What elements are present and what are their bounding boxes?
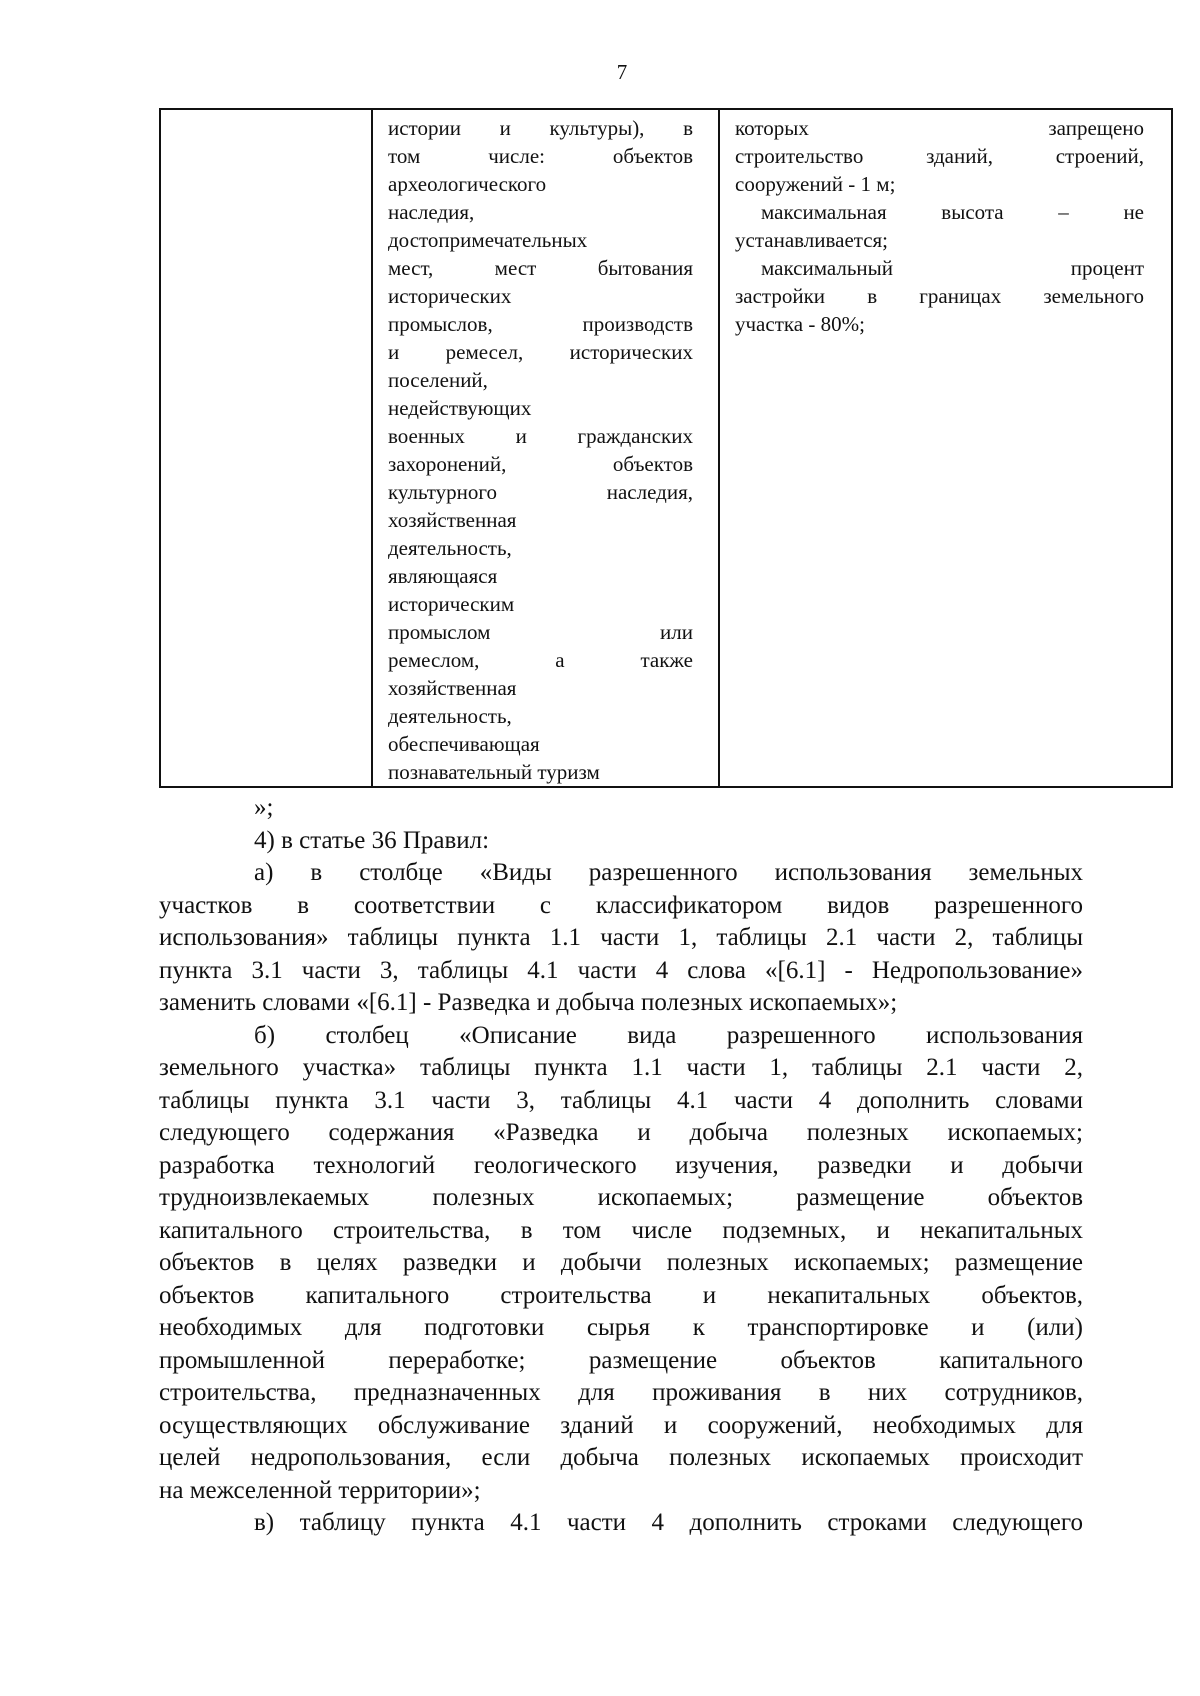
cell-line: обеспечивающая [388, 732, 540, 756]
table-cell-empty [160, 109, 372, 787]
paragraph-line: заменить словами «[6.1] - Разведка и добыча полезных ископаемых»; [159, 989, 898, 1016]
paragraph-v [159, 1507, 1083, 1540]
paragraph-line: участков в соответствии с классификатором видов разрешенного [159, 891, 1083, 919]
land-use-table [159, 108, 1173, 788]
cell-line: достопримечательных [388, 228, 588, 252]
table-cell-parameters [719, 109, 1172, 787]
cell-line: исторических [388, 284, 512, 308]
cell-line: недействующих [388, 396, 532, 420]
cell-line: промыслов, производств [388, 312, 693, 336]
cell-line: поселений, [388, 368, 488, 392]
paragraph-a [159, 857, 1083, 1020]
cell-line: которых запрещено [735, 116, 1144, 140]
paragraph-line: таблицы пункта 3.1 части 3, таблицы 4.1 части 4 дополнить словами [159, 1086, 1083, 1114]
cell-line: наследия, [388, 200, 475, 224]
table-row [160, 109, 1172, 787]
paragraph-line: объектов капитального строительства и некапитальных объектов, [159, 1281, 1083, 1309]
cell-line: и ремесел, исторических [388, 340, 693, 364]
cell-line: захоронений, объектов [388, 452, 693, 476]
cell-line: максимальная высота – не [761, 200, 1144, 224]
paragraph-line: следующего содержания «Разведка и добыча полезных ископаемых; [159, 1119, 1083, 1146]
paragraph-line: земельного участка» таблицы пункта 1.1 части 1, таблицы 2.1 части 2, [159, 1054, 1083, 1081]
paragraph-b [159, 1020, 1083, 1508]
cell-line: промыслом или [388, 620, 693, 644]
paragraph-line: промышленной переработке; размещение объектов капитального [159, 1346, 1083, 1374]
cell-line: максимальный процент [761, 256, 1144, 280]
document-body [159, 792, 1083, 1540]
paragraph-line: на межселенной территории»; [159, 1476, 481, 1504]
paragraph-line: в) таблицу пункта 4.1 части 4 дополнить строками следующего [254, 1509, 1083, 1536]
paragraph-line: целей недропользования, если добыча полезных ископаемых происходит [159, 1444, 1083, 1471]
cell-line: истории и культуры), в [388, 116, 693, 140]
paragraph-line: разработка технологий геологического изучения, разведки и добычи [159, 1151, 1083, 1179]
cell-line: сооружений - 1 м; [735, 172, 896, 196]
cell-line: познавательный туризм [388, 760, 600, 784]
paragraph-line: трудноизвлекаемых полезных ископаемых; размещение объектов [159, 1184, 1083, 1211]
cell-line: деятельность, [388, 536, 512, 560]
cell-line: военных и гражданских [388, 424, 693, 448]
cell-line: участка - 80%; [735, 312, 865, 336]
table-cell-description [372, 109, 719, 787]
closing-quote: »; [254, 794, 274, 821]
cell-line: устанавливается; [735, 228, 889, 252]
paragraph-line: пункта 3.1 части 3, таблицы 4.1 части 4 слова «[6.1] - Недропользование» [159, 956, 1083, 984]
cell-line: культурного наследия, [388, 480, 693, 504]
item-4-heading: 4) в статье 36 Правил: [254, 826, 490, 854]
cell-line: археологического [388, 172, 547, 196]
cell-line: том числе: объектов [388, 144, 693, 168]
page-number: 7 [616, 60, 628, 84]
cell-line: хозяйственная [388, 508, 517, 532]
paragraph-line: объектов в целях разведки и добычи полезных ископаемых; размещение [159, 1249, 1083, 1276]
cell-line: деятельность, [388, 704, 512, 728]
paragraph-line: капитального строительства, в том числе подземных, и некапитальных [159, 1216, 1083, 1244]
cell-line: застройки в границах земельного [735, 284, 1144, 308]
cell-line: являющаяся [388, 564, 498, 588]
paragraph-line: необходимых для подготовки сырья к транспортировке и (или) [159, 1314, 1083, 1341]
cell-line: историческим [388, 592, 515, 616]
cell-line: ремеслом, а также [388, 648, 693, 672]
paragraph-line: использования» таблицы пункта 1.1 части 1, таблицы 2.1 части 2, таблицы [159, 924, 1083, 951]
paragraph-line: осуществляющих обслуживание зданий и сооружений, необходимых для [159, 1411, 1083, 1439]
paragraph-line: б) столбец «Описание вида разрешенного использования [254, 1021, 1083, 1049]
cell-line: строительство зданий, строений, [735, 144, 1144, 168]
cell-line: хозяйственная [388, 676, 517, 700]
paragraph-line: а) в столбце «Виды разрешенного использования земельных [254, 859, 1083, 886]
paragraph-line: строительства, предназначенных для проживания в них сотрудников, [159, 1379, 1083, 1406]
cell-line: мест, мест бытования [388, 256, 693, 280]
